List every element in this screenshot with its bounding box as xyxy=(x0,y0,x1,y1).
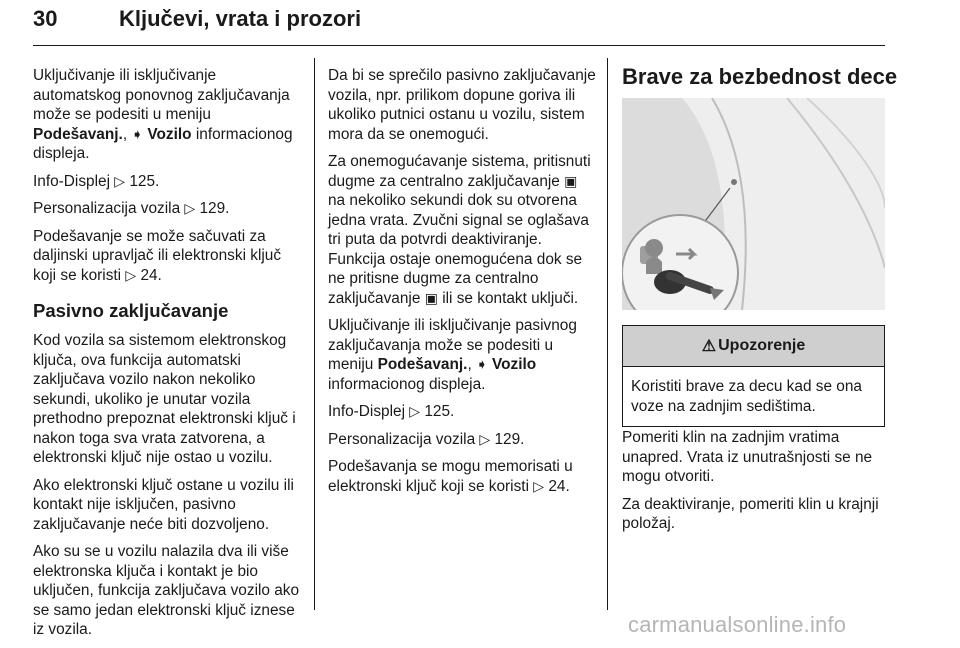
lock-button-icon: ▣ xyxy=(424,289,438,306)
paragraph: Ako su se u vozilu nalazila dva ili više elektronska ključa i kontakt je bio uključen, funkcija zaključava vozilo ako se samo jedan elektronski ključ iznese iz vozila. xyxy=(33,543,300,638)
page-ref-icon: ▷ xyxy=(533,477,545,494)
page-number: 30 xyxy=(33,6,58,31)
warning-title: Upozorenje xyxy=(718,337,806,354)
column-divider xyxy=(314,58,315,610)
paragraph: Podešavanja se mogu memorisati u elektronski ključ koji se koristi ▷ 24. xyxy=(328,458,573,495)
page-ref-icon: ▷ xyxy=(114,172,126,189)
warning-text: Koristiti brave za decu kad se ona voze na zadnjim sedištima. xyxy=(631,378,862,415)
cross-reference[interactable]: Info-Displej ▷ 125. xyxy=(328,403,455,420)
cross-reference[interactable]: Personalizacija vozila ▷ 129. xyxy=(328,430,525,448)
column-3-text xyxy=(622,428,888,542)
column-2 xyxy=(328,66,598,504)
cross-reference[interactable]: Personalizacija vozila ▷ 129. xyxy=(33,200,230,217)
child-lock-illustration xyxy=(622,98,885,310)
page-ref-icon: ▷ xyxy=(409,403,421,419)
page-ref-icon: ▷ xyxy=(479,430,491,447)
paragraph: Uključivanje ili isključivanje pasivnog zaključavanja može se podesiti u meniju Podešavanj., ➧ Vozilo informacionog displeja. xyxy=(328,317,577,393)
paragraph: Ako elektronski ključ ostane u vozilu ili kontakt nije isključen, pasivno zaključavanje neće biti dozvoljeno. xyxy=(33,476,294,533)
menu-item: Vozilo xyxy=(147,125,192,143)
paragraph: Kod vozila sa sistemom elektronskog ključa, ova funkcija automatski zaključava vozilo nakon nekoliko sekundi, ukoliko je unutar vozila prethodno prepoznat elektronski ključ i nakon toga sva vrata zatvorena, a elektronski ključ nije ostao u vozilu. xyxy=(33,332,296,466)
column-1 xyxy=(33,66,303,648)
lock-button-icon: ▣ xyxy=(564,172,578,189)
paragraph: Podešavanje se može sačuvati za daljinski upravljač ili elektronski ključ koji se koristi ▷ 24. xyxy=(33,227,282,284)
watermark: carmanualsonline.info xyxy=(628,612,847,637)
menu-arrow-icon: ➧ xyxy=(476,356,488,372)
warning-header xyxy=(623,326,884,367)
paragraph: Uključivanje ili isključivanje automatskog ponovnog zaključavanja može se podesiti u meniju Podešavanj., ➧ Vozilo informacionog displeja. xyxy=(33,67,293,162)
column-divider xyxy=(607,58,608,610)
paragraph: Za onemogućavanje sistema, pritisnuti dugme za centralno zaključavanje ▣ na nekoliko sekundi dok su otvorena jedna vrata. Zvučni signal se oglašava tri puta da potvrdi deaktiviranje. Funkcija ostaje onemogućena dok se ne pritisne dugme za centralno zaključavanje ▣ ili se kontakt uključi. xyxy=(328,153,591,307)
menu-arrow-icon: ➧ xyxy=(131,125,144,142)
section-heading: Brave za bezbednost dece xyxy=(622,64,898,89)
menu-item: Podešavanj. xyxy=(33,125,123,143)
cross-reference[interactable]: Info-Displej ▷ 125. xyxy=(33,172,160,190)
warning-box xyxy=(622,325,885,427)
warning-triangle-icon: ⚠ xyxy=(701,338,717,355)
page-ref-icon: ▷ xyxy=(125,266,137,283)
menu-item: Vozilo xyxy=(492,356,537,373)
paragraph: Pomeriti klin na zadnjim vratima unapred. Vrata iz unutrašnjosti se ne mogu otvoriti. xyxy=(622,429,873,485)
header-rule xyxy=(33,45,885,46)
page-ref-icon: ▷ xyxy=(184,200,196,216)
section-heading: Pasivno zaključavanje xyxy=(33,300,229,321)
child-lock-drawing xyxy=(622,98,885,310)
paragraph: Za deaktiviranje, pomeriti klin u krajnji položaj. xyxy=(622,495,879,532)
menu-item: Podešavanj. xyxy=(377,356,468,373)
page-header xyxy=(33,2,885,46)
chapter-title: Ključevi, vrata i prozori xyxy=(119,6,362,31)
paragraph: Da bi se sprečilo pasivno zaključavanje vozila, npr. prilikom dopune goriva ili ukoliko putnici ostanu u vozilu, sistem mora da se onemogući. xyxy=(328,67,596,143)
